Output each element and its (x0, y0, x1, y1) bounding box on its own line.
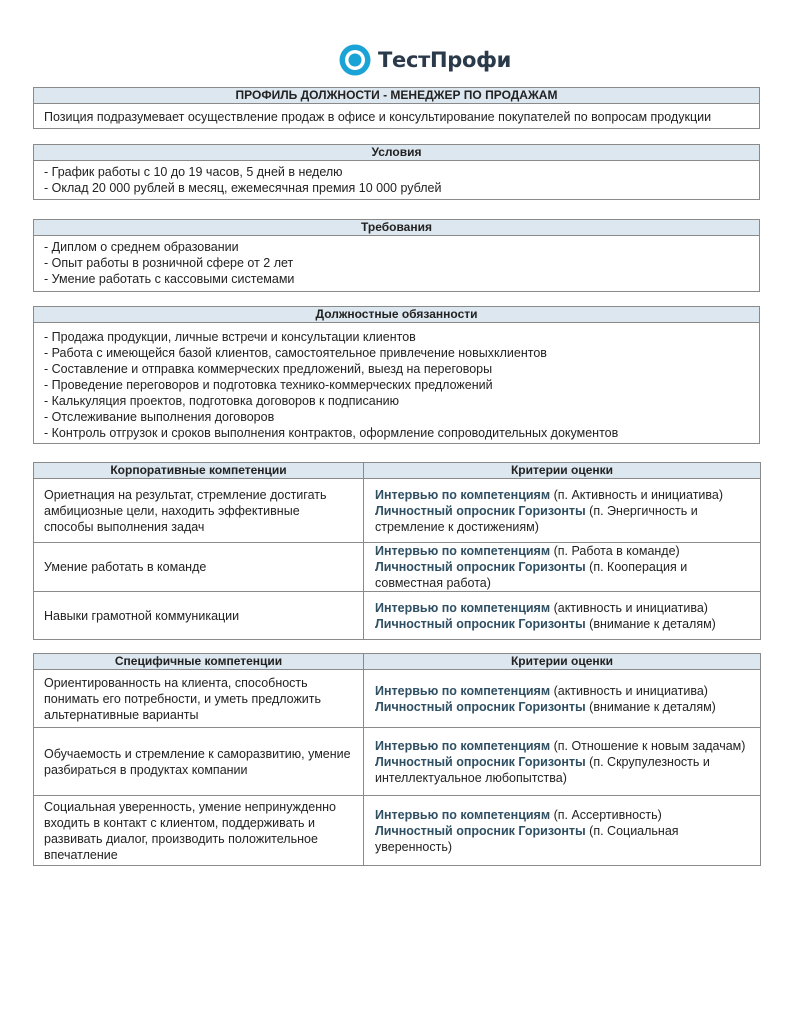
questionnaire-detail: (п. Кооперация и (585, 560, 688, 574)
criteria-continuation: совместная работа) (375, 576, 491, 590)
duty-item: - Продажа продукции, личные встречи и консультации клиентов (44, 330, 416, 344)
duty-item: - Работа с имеющейся базой клиентов, самостоятельное привлечение новыхклиентов (44, 346, 547, 360)
competency-line: способы выполнения задач (44, 519, 205, 534)
criteria-cell (364, 728, 761, 796)
competency-line: входить в контакт с клиентом, поддерживать и (44, 815, 316, 830)
testprofi-logo (338, 43, 511, 77)
competency-line: впечатление (44, 847, 118, 862)
conditions-section (33, 144, 760, 200)
interview-detail: (активность и инициатива) (550, 600, 708, 615)
competency-cell (34, 728, 364, 796)
duty-item: - Проведение переговоров и подготовка технико-коммерческих предложений (44, 378, 493, 392)
criteria-continuation: уверенность) (375, 839, 453, 854)
competency-cell (34, 479, 364, 543)
corporate-header-right: Критерии оценки (364, 463, 761, 479)
table-row (34, 543, 761, 592)
criteria-cell (364, 796, 761, 866)
competency-cell (34, 796, 364, 866)
profile-description: Позиция подразумевает осуществление продаж в офисе и консультирование покупателей по вопросам продукции (44, 110, 712, 124)
interview-detail: (п. Ассертивность) (550, 807, 662, 822)
requirement-item: - Опыт работы в розничной сфере от 2 лет (44, 256, 294, 270)
questionnaire-detail: (п. Социальная (585, 823, 679, 838)
competency-line: развивать диалог, производить положительное (44, 831, 318, 846)
competency-line: Ориетнация на результат, стремление достигать (44, 487, 327, 502)
questionnaire-method: Личностный опросник Горизонты (375, 699, 586, 714)
interview-method: Интервью по компетенциям (375, 544, 551, 558)
requirement-item: - Диплом о среднем образовании (44, 240, 239, 254)
competency-line: Навыки грамотной коммуникации (44, 608, 240, 623)
criteria-cell (364, 543, 761, 592)
interview-method: Интервью по компетенциям (375, 683, 551, 698)
competency-line: Обучаемость и стремление к саморазвитию, умение (44, 746, 351, 761)
interview-method: Интервью по компетенциям (375, 487, 551, 502)
brand-name: ТестПрофи (378, 48, 512, 72)
table-row (34, 670, 761, 728)
competency-line: понимать его потребности, и уметь предложить (44, 691, 322, 706)
specific-header-left: Специфичные компетенции (34, 654, 364, 670)
questionnaire-detail: (п. Энергичность и (585, 503, 698, 518)
duty-item: - Отслеживание выполнения договоров (44, 410, 275, 424)
requirements-title: Требования (34, 220, 759, 236)
competency-line: Ориентированность на клиента, способность (44, 675, 308, 690)
profile-title: ПРОФИЛЬ ДОЛЖНОСТИ - МЕНЕДЖЕР ПО ПРОДАЖАМ (34, 88, 759, 104)
interview-detail: (активность и инициатива) (550, 683, 708, 698)
questionnaire-detail: (п. Скрупулезность и (585, 754, 710, 769)
competency-cell (34, 543, 364, 592)
competency-line: разбираться в продуктах компании (44, 762, 248, 777)
interview-method: Интервью по компетенциям (375, 738, 551, 753)
specific-competencies-table (33, 653, 761, 866)
specific-header-right: Критерии оценки (364, 654, 761, 670)
table-row (34, 796, 761, 866)
criteria-cell (364, 670, 761, 728)
competency-line: амбициозные цели, находить эффективные (44, 503, 300, 518)
competency-line: Социальная уверенность, умение непринужденно (44, 799, 336, 814)
competency-line: Умение работать в команде (44, 560, 207, 574)
questionnaire-method: Личностный опросник Горизонты (375, 754, 586, 769)
condition-item: - График работы с 10 до 19 часов, 5 дней в неделю (44, 165, 343, 179)
interview-detail: (п. Работа в команде) (550, 544, 680, 558)
interview-detail: (п. Активность и инициатива) (550, 487, 724, 502)
questionnaire-detail: (внимание к деталям) (585, 616, 716, 631)
criteria-cell (364, 479, 761, 543)
duty-item: - Калькуляция проектов, подготовка договоров к подписанию (44, 394, 399, 408)
questionnaire-detail: (внимание к деталям) (585, 699, 716, 714)
testprofi-logo-icon (338, 43, 372, 77)
table-row (34, 592, 761, 640)
requirements-section (33, 219, 760, 292)
corporate-header-left: Корпоративные компетенции (34, 463, 364, 479)
conditions-title: Условия (34, 145, 759, 161)
questionnaire-method: Личностный опросник Горизонты (375, 823, 586, 838)
questionnaire-method: Личностный опросник Горизонты (375, 616, 586, 631)
competency-cell (34, 592, 364, 640)
interview-detail: (п. Отношение к новым задачам) (550, 738, 746, 753)
criteria-continuation: стремление к достижениям) (375, 519, 539, 534)
requirement-item: - Умение работать с кассовыми системами (44, 272, 295, 286)
table-row (34, 728, 761, 796)
interview-method: Интервью по компетенциям (375, 807, 551, 822)
condition-item: - Оклад 20 000 рублей в месяц, ежемесячная премия 10 000 рублей (44, 181, 442, 195)
table-row (34, 479, 761, 543)
questionnaire-method: Личностный опросник Горизонты (375, 503, 586, 518)
competency-cell (34, 670, 364, 728)
duty-item: - Контроль отгрузок и сроков выполнения контрактов, оформление сопроводительных документов (44, 426, 619, 440)
competency-line: альтернативные варианты (44, 707, 199, 722)
duty-item: - Составление и отправка коммерческих предложений, выезд на переговоры (44, 362, 493, 376)
corporate-competencies-table (33, 462, 761, 640)
profile-section (33, 87, 760, 129)
criteria-cell (364, 592, 761, 640)
questionnaire-method: Личностный опросник Горизонты (375, 560, 586, 574)
duties-section (33, 306, 760, 444)
interview-method: Интервью по компетенциям (375, 600, 551, 615)
duties-title: Должностные обязанности (34, 307, 759, 323)
criteria-continuation: интеллектуальное любопытства) (375, 770, 567, 785)
